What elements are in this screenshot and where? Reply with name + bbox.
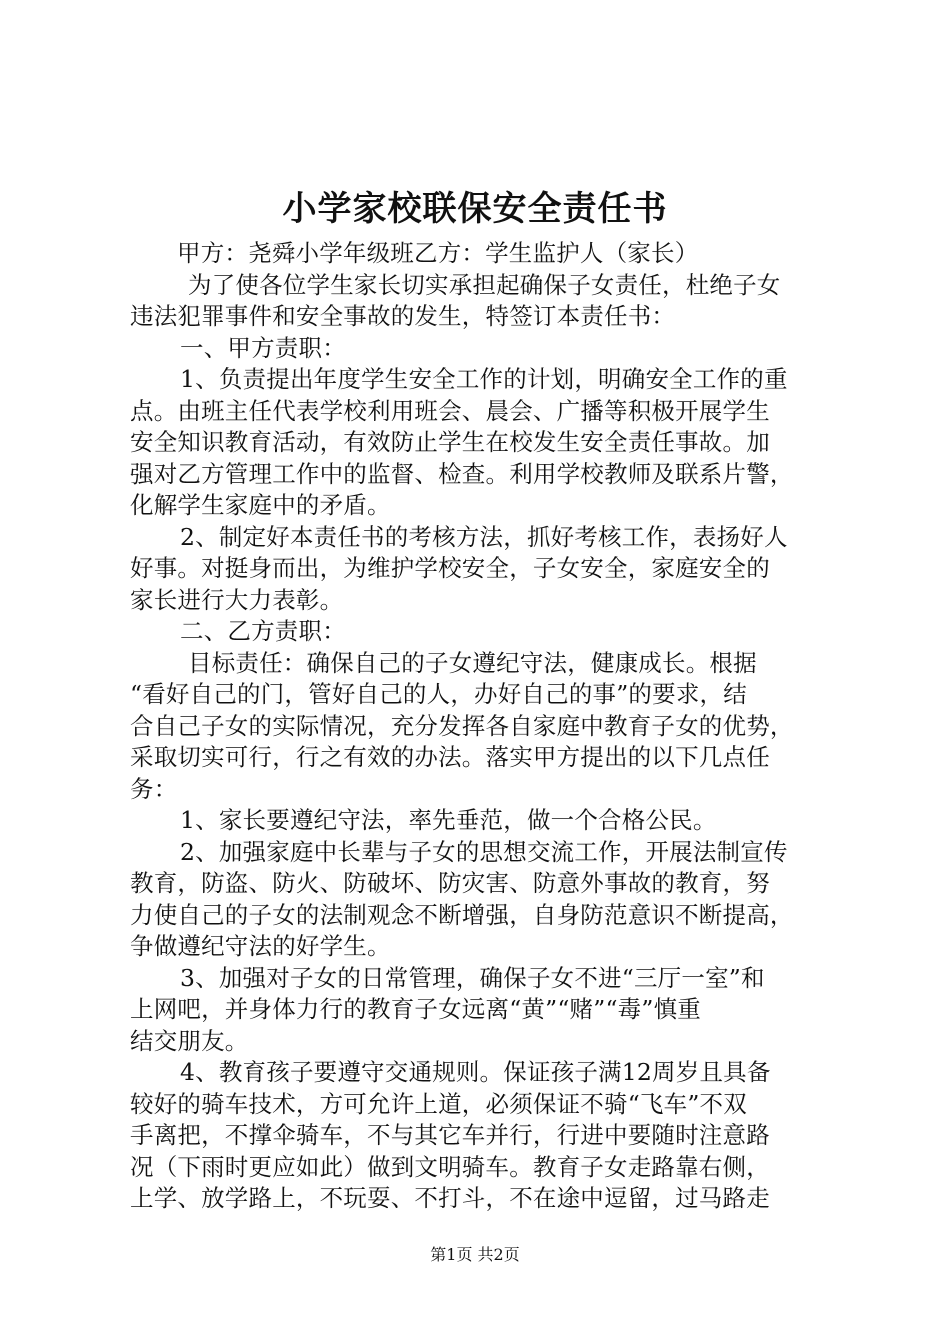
paragraph-line: 为了使各位学生家长切实承担起确保子女责任，杜绝子女 bbox=[188, 270, 781, 299]
paragraph-line: 家长进行大力表彰。 bbox=[130, 585, 344, 614]
paragraph-line: 力使自己的子女的法制观念不断增强，自身防范意识不断提高， bbox=[130, 900, 794, 929]
paragraph-line: 较好的骑车技术，方可允许上道，必须保证不骑“飞车”不双 bbox=[130, 1089, 747, 1118]
paragraph-line: 安全知识教育活动，有效防止学生在校发生安全责任事故。加 bbox=[130, 428, 770, 456]
page-number-footer: 第1页 共2页 bbox=[430, 1245, 520, 1264]
paragraph-line: 违法犯罪事件和安全事故的发生，特签订本责任书： bbox=[130, 302, 676, 330]
paragraph-line: 合自己子女的实际情况，充分发挥各自家庭中教育子女的优势， bbox=[130, 711, 794, 740]
paragraph-line: 争做遵纪守法的好学生。 bbox=[130, 932, 391, 960]
paragraph-line: 教育，防盗、防火、防破坏、防灾害、防意外事故的教育，努 bbox=[130, 869, 770, 897]
paragraph-line: 2、加强家庭中长辈与子女的思想交流工作，开展法制宣传 bbox=[180, 837, 788, 866]
paragraph-line: 3、加强对子女的日常管理，确保子女不进“三厅一室”和 bbox=[180, 963, 765, 992]
paragraph-line: “看好自己的门，管好自己的人，办好自己的事”的要求，结 bbox=[130, 680, 747, 708]
paragraph-line: 强对乙方管理工作中的监督、检查。利用学校教师及联系片警， bbox=[130, 459, 794, 488]
paragraph-line: 况（下雨时更应如此）做到文明骑车。教育子女走路靠右侧， bbox=[130, 1152, 770, 1181]
document-title: 小学家校联保安全责任书 bbox=[282, 189, 668, 229]
paragraph-line: 化解学生家庭中的矛盾。 bbox=[130, 491, 391, 519]
paragraph-line: 结交朋友。 bbox=[130, 1026, 249, 1055]
document-body bbox=[130, 238, 850, 1215]
paragraph-line: 好事。对挺身而出，为维护学校安全，子女安全，家庭安全的 bbox=[130, 554, 770, 582]
paragraph-line: 1、家长要遵纪守法，率先垂范，做一个合格公民。 bbox=[180, 806, 717, 834]
paragraph-line: 点。由班主任代表学校利用班会、晨会、广播等积极开展学生 bbox=[130, 396, 770, 425]
paragraph-line: 上学、放学路上，不玩耍、不打斗，不在途中逗留，过马路走 bbox=[130, 1184, 770, 1212]
section-heading: 二、乙方责职： bbox=[180, 617, 346, 645]
paragraph-line: 1、负责提出年度学生安全工作的计划，明确安全工作的重 bbox=[180, 365, 788, 393]
paragraph-line: 手离把，不撑伞骑车，不与其它车并行，行进中要随时注意路 bbox=[130, 1121, 770, 1149]
paragraph-line: 采取切实可行，行之有效的办法。落实甲方提出的以下几点任 bbox=[130, 743, 770, 771]
paragraph-line: 务： bbox=[130, 774, 178, 803]
paragraph-line: 4、教育孩子要遵守交通规则。保证孩子满12周岁且具备 bbox=[180, 1058, 771, 1086]
section-heading: 一、甲方责职： bbox=[180, 333, 346, 362]
paragraph-line: 目标责任：确保自己的子女遵纪守法，健康成长。根据 bbox=[188, 648, 757, 677]
paragraph-line: 上网吧，并身体力行的教育子女远离“黄”“赌”“毒”慎重 bbox=[130, 995, 701, 1023]
party-line: 甲方：尧舜小学年级班乙方：学生监护人（家长） bbox=[177, 239, 699, 267]
paragraph-line: 2、制定好本责任书的考核方法，抓好考核工作，表扬好人 bbox=[180, 522, 788, 551]
